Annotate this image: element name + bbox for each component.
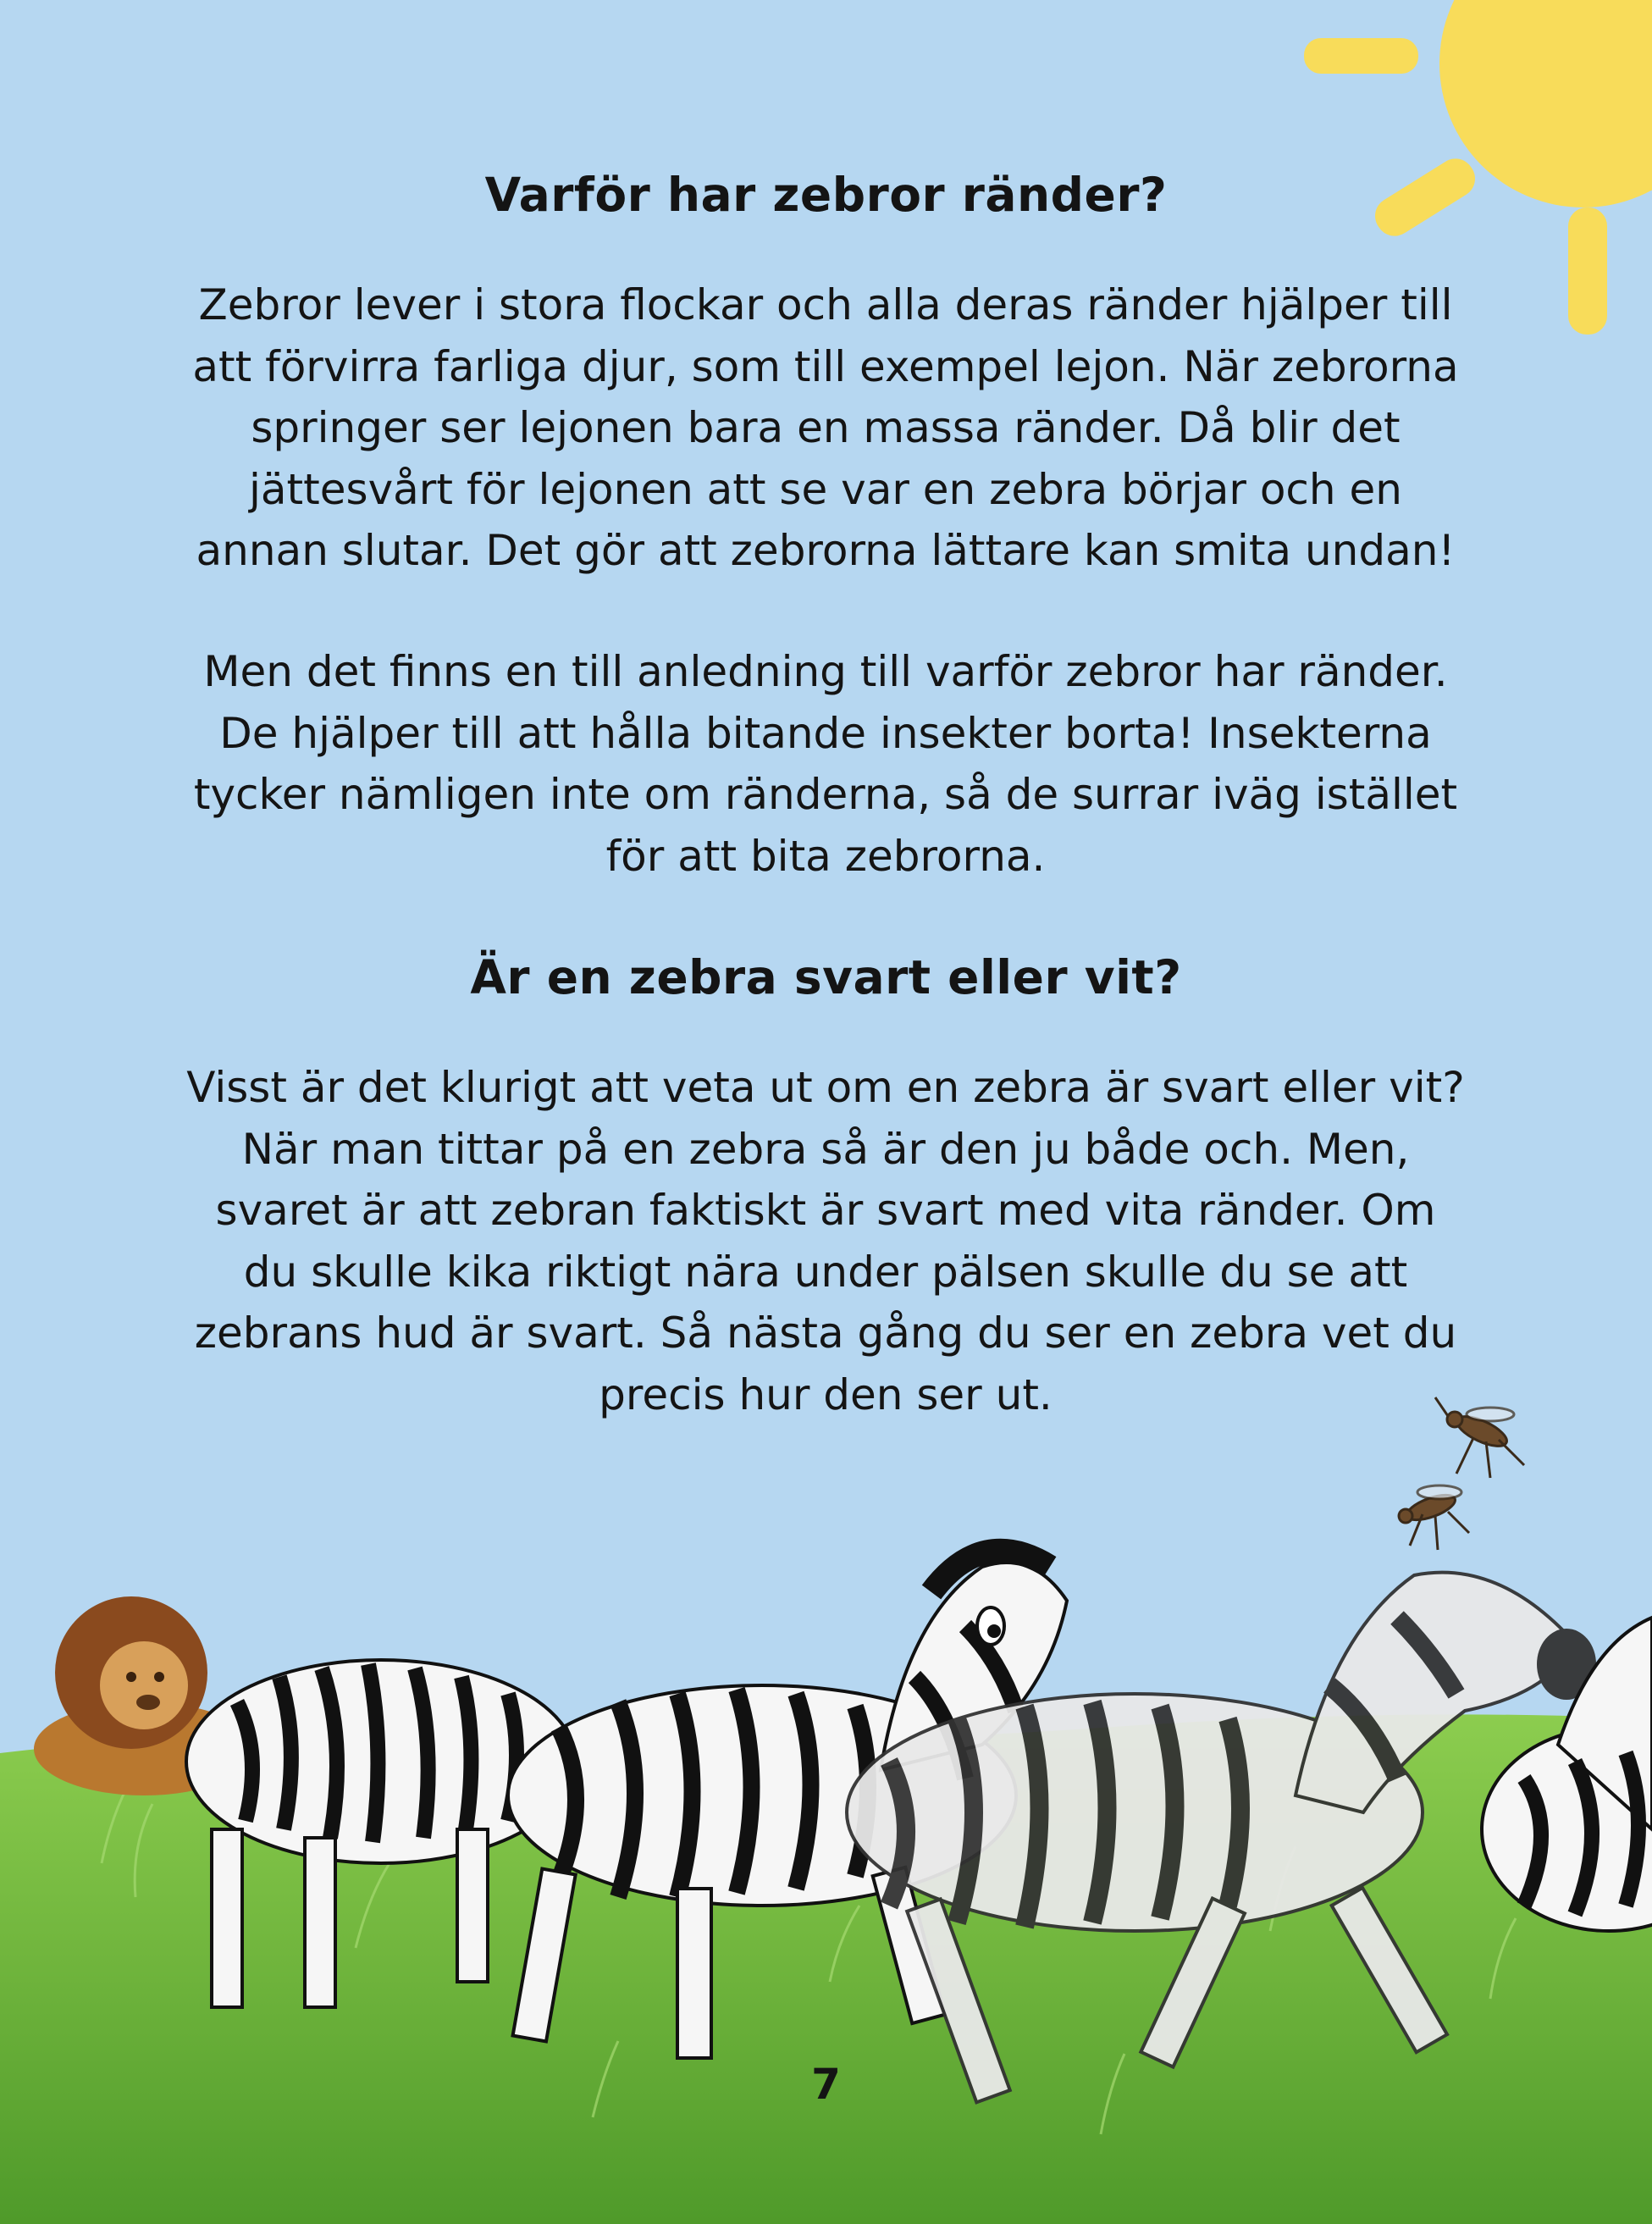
text-line: Men det finns en till anledning till varför zebror har ränder. [203,647,1448,696]
paragraph-3 [148,1057,1503,1425]
text-line: jättesvårt för lejonen att se var en zebra börjar och en [249,464,1402,514]
text-line: att förvirra farliga djur, som till exempel lejon. När zebrorna [192,341,1459,391]
page-number: 7 [811,2060,841,2109]
text-line: När man tittar på en zebra så är den ju både och. Men, [241,1124,1410,1174]
text-line: zebrans hud är svart. Så nästa gång du ser en zebra vet du [194,1308,1457,1358]
text-line: annan slutar. Det gör att zebrorna lättare kan smita undan! [196,526,1456,575]
text-line: Visst är det klurigt att veta ut om en zebra är svart eller vit? [186,1063,1465,1112]
text-line: för att bita zebrorna. [605,831,1046,881]
text-line: du skulle kika riktigt nära under pälsen skulle du se att [243,1247,1408,1297]
mosquito-icon [1399,1485,1469,1550]
paragraph-2 [148,641,1503,887]
paragraph-1 [148,274,1503,582]
section-heading-1: Varför har zebror ränder? [484,168,1168,222]
text-line: tycker nämligen inte om ränderna, så de surrar iväg istället [193,770,1458,819]
text-line: svaret är att zebran faktiskt är svart med vita ränder. Om [215,1186,1436,1235]
text-line: Zebror lever i stora flockar och alla deras ränder hjälper till [198,280,1453,329]
text-line: precis hur den ser ut. [599,1369,1053,1419]
text-line: springer ser lejonen bara en massa ränder. Då blir det [251,403,1401,452]
mosquito-icon [1435,1397,1524,1478]
text-line: De hjälper till att hålla bitande insekter borta! Insekterna [219,708,1432,758]
section-heading-2: Är en zebra svart eller vit? [470,950,1182,1004]
